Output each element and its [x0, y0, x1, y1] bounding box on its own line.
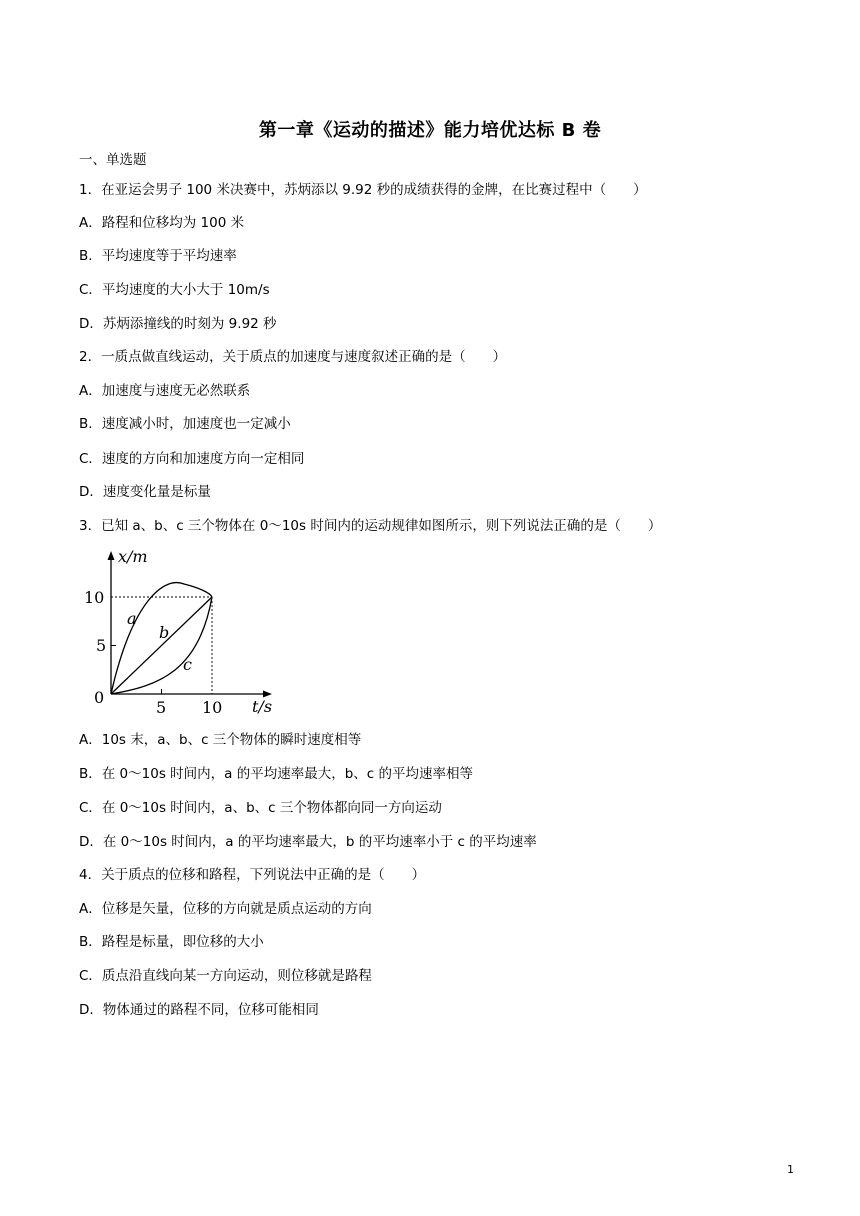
document-title: 第一章《运动的描述》能力培优达标 B 卷: [258, 120, 602, 141]
question-2-option-c: C．速度的方向和加速度方向一定相同: [79, 451, 305, 467]
question-4-option-a: A．位移是矢量，位移的方向就是质点运动的方向: [79, 901, 372, 917]
question-3-option-a: A．10s 末，a、b、c 三个物体的瞬时速度相等: [79, 732, 362, 748]
question-2-stem: 2．一质点做直线运动，关于质点的加速度与速度叙述正确的是（ ）: [79, 349, 507, 365]
x-tick-label-10: 10: [202, 698, 223, 717]
x-axis-label: t/s: [252, 697, 273, 716]
question-4-option-d: D．物体通过的路程不同，位移可能相同: [79, 1002, 319, 1018]
question-3-option-c: C．在 0～10s 时间内，a、b、c 三个物体都向同一方向运动: [79, 800, 442, 816]
question-4-option-b: B．路程是标量，即位移的大小: [79, 934, 264, 950]
question-3-stem: 3．已知 a、b、c 三个物体在 0～10s 时间内的运动规律如图所示，则下列说法正确的是（ ）: [79, 518, 662, 534]
curve-label-a: a: [127, 609, 137, 628]
question-2-option-d: D．速度变化量是标量: [79, 484, 211, 500]
question-2-option-a: A．加速度与速度无必然联系: [79, 383, 251, 399]
question-2-option-b: B．速度减小时，加速度也一定减小: [79, 416, 291, 432]
question-1-option-b: B．平均速度等于平均速率: [79, 248, 237, 264]
question-3-option-b: B．在 0～10s 时间内，a 的平均速率最大，b、c 的平均速率相等: [79, 766, 473, 782]
curve-label-c: c: [183, 655, 192, 674]
y-tick-label-5: 5: [96, 636, 107, 655]
y-tick-label-10: 10: [84, 588, 105, 607]
question-1-option-a: A．路程和位移均为 100 米: [79, 215, 245, 231]
question-1-option-c: C．平均速度的大小大于 10m/s: [79, 282, 270, 298]
question-3-option-d: D．在 0～10s 时间内，a 的平均速率最大，b 的平均速率小于 c 的平均速率: [79, 834, 537, 850]
position-time-graph-svg: [84, 546, 276, 724]
y-axis-arrow-icon: [108, 551, 115, 560]
y-axis-label: x/m: [118, 547, 148, 566]
question-1-option-d: D．苏炳添撞线的时刻为 9.92 秒: [79, 316, 277, 332]
origin-label: 0: [94, 688, 105, 707]
curve-label-b: b: [159, 623, 170, 642]
position-time-graph: [84, 546, 276, 724]
section-heading: 一、单选题: [79, 152, 147, 168]
question-4-stem: 4．关于质点的位移和路程，下列说法中正确的是（ ）: [79, 867, 426, 883]
page-number: 1: [787, 1163, 794, 1176]
x-tick-label-5: 5: [156, 698, 167, 717]
question-4-option-c: C．质点沿直线向某一方向运动，则位移就是路程: [79, 968, 372, 984]
question-1-stem: 1．在亚运会男子 100 米决赛中，苏炳添以 9.92 秒的成绩获得的金牌，在比赛过程中（ ）: [79, 182, 647, 198]
